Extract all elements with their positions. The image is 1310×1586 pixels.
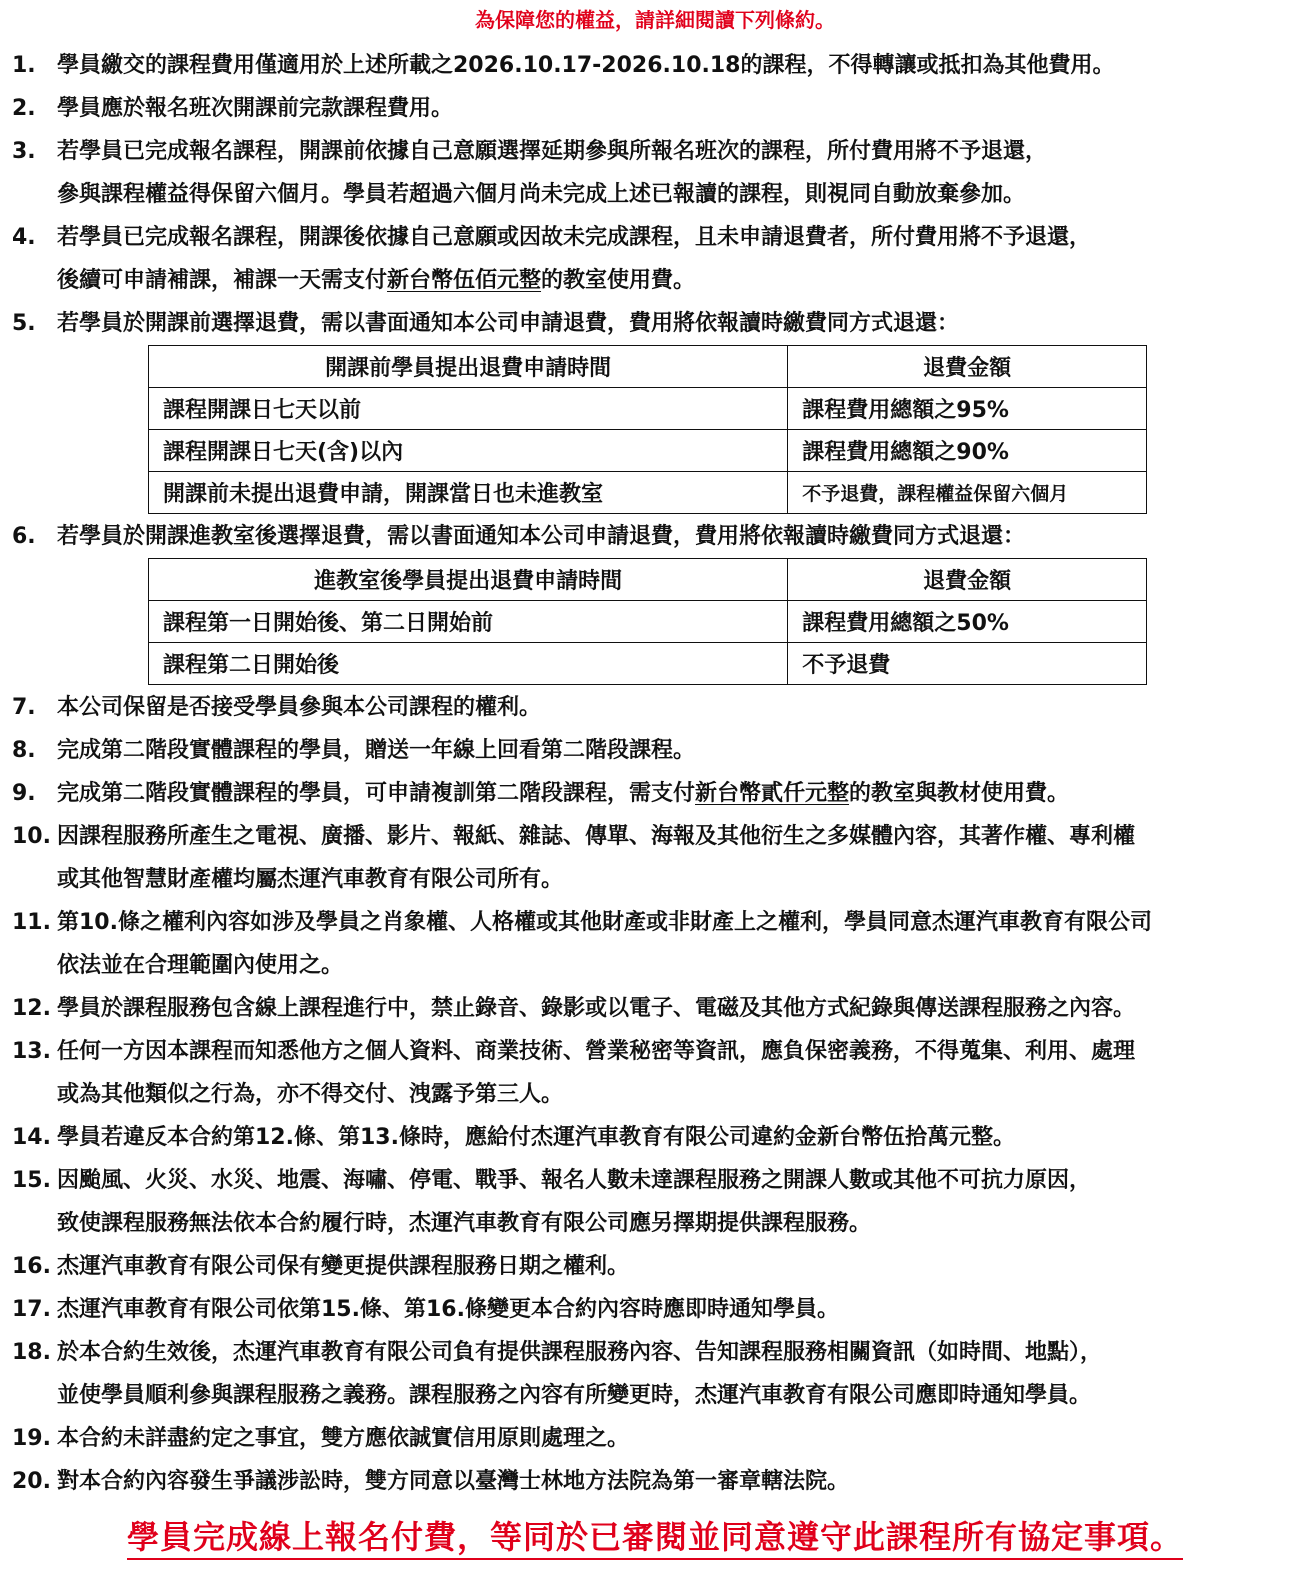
clause-number: 9. [12, 781, 36, 806]
clause-number: 2. [12, 96, 36, 121]
table-row [149, 472, 1147, 514]
refund-table-before-class [148, 345, 1147, 514]
clause-number: 11. [12, 910, 51, 935]
clause-number: 16. [12, 1254, 51, 1279]
clause-text: 若學員於開課進教室後選擇退費，需以書面通知本公司申請退費，費用將依報讀時繳費同方式退還： [57, 524, 1026, 549]
clause-text: 第10.條之權利內容如涉及學員之肖象權、人格權或其他財產或非財產上之權利，學員同意杰運汽車教育有限公司 [57, 910, 1152, 935]
table-cell: 不予退費 [788, 643, 1147, 685]
top-notice: 為保障您的權益，請詳細閱讀下列條約。 [475, 8, 835, 32]
clause-number: 20. [12, 1469, 51, 1494]
clause-11-continued [0, 944, 1310, 987]
clause-text: 並使學員順利參與課程服務之義務。課程服務之內容有所變更時，杰運汽車教育有限公司應即時通知學員。 [57, 1383, 1092, 1408]
clause-text-part: 的教室使用費。 [541, 268, 696, 293]
clause-17 [0, 1288, 1310, 1331]
clause-text: 完成第二階段實體課程的學員，贈送一年線上回看第二階段課程。 [57, 738, 696, 763]
clause-14 [0, 1116, 1310, 1159]
table-header: 進教室後學員提出退費申請時間 [149, 559, 788, 601]
clause-15 [0, 1159, 1310, 1202]
clause-18-continued [0, 1374, 1310, 1417]
clause-4-continued [0, 259, 1310, 302]
clause-number: 17. [12, 1297, 51, 1322]
table-row [149, 430, 1147, 472]
table-header: 退費金額 [788, 559, 1147, 601]
clause-10-continued [0, 858, 1310, 901]
table-header: 開課前學員提出退費申請時間 [149, 346, 788, 388]
bottom-notice [0, 1514, 1310, 1560]
clause-20 [0, 1460, 1310, 1503]
clause-16 [0, 1245, 1310, 1288]
clause-number: 14. [12, 1125, 51, 1150]
clause-number: 18. [12, 1340, 51, 1365]
table-cell: 開課前未提出退費申請，開課當日也未進教室 [149, 472, 788, 514]
clause-text: 本合約未詳盡約定之事宜，雙方應依誠實信用原則處理之。 [57, 1426, 630, 1451]
fee-amount-underlined: 新台幣貳仟元整 [695, 781, 850, 806]
clause-7 [0, 686, 1310, 729]
clause-text: 若學員於開課前選擇退費，需以書面通知本公司申請退費，費用將依報讀時繳費同方式退還： [57, 311, 960, 336]
fee-amount-underlined: 新台幣伍佰元整 [387, 268, 542, 293]
table-cell: 課程第二日開始後 [149, 643, 788, 685]
clause-text: 本公司保留是否接受學員參與本公司課程的權利。 [57, 695, 542, 720]
clause-text: 學員應於報名班次開課前完款課程費用。 [57, 96, 454, 121]
refund-table-before-wrap [0, 345, 1310, 514]
table-cell: 課程開課日七天以前 [149, 388, 788, 430]
table-header-row [149, 346, 1147, 388]
clause-6 [0, 515, 1310, 558]
clause-10 [0, 815, 1310, 858]
clause-13-continued [0, 1073, 1310, 1116]
clause-number: 1. [12, 53, 36, 78]
clause-number: 7. [12, 695, 36, 720]
clause-number: 10. [12, 824, 51, 849]
clause-list [0, 44, 1310, 1503]
clause-4 [0, 216, 1310, 259]
clause-number: 13. [12, 1039, 51, 1064]
clause-number: 5. [12, 311, 36, 336]
table-cell: 課程開課日七天(含)以內 [149, 430, 788, 472]
table-row [149, 388, 1147, 430]
clause-19 [0, 1417, 1310, 1460]
clause-text: 或為其他類似之行為，亦不得交付、洩露予第三人。 [57, 1082, 564, 1107]
clause-number: 8. [12, 738, 36, 763]
clause-text: 因課程服務所產生之電視、廣播、影片、報紙、雜誌、傳單、海報及其他衍生之多媒體內容，其著作權、專利權 [57, 824, 1136, 849]
refund-table-after-class [148, 558, 1147, 685]
clause-number: 19. [12, 1426, 51, 1451]
clause-1 [0, 44, 1310, 87]
clause-13 [0, 1030, 1310, 1073]
clause-text: 依法並在合理範圍內使用之。 [57, 953, 344, 978]
clause-text: 杰運汽車教育有限公司依第15.條、第16.條變更本合約內容時應即時通知學員。 [57, 1297, 839, 1322]
clause-text: 因颱風、火災、水災、地震、海嘯、停電、戰爭、報名人數未達課程服務之開課人數或其他不可抗力原因， [57, 1168, 1092, 1193]
clause-text: 杰運汽車教育有限公司保有變更提供課程服務日期之權利。 [57, 1254, 630, 1279]
clause-text [57, 259, 695, 302]
clause-text: 學員若違反本合約第12.條、第13.條時，應給付杰運汽車教育有限公司違約金新台幣伍拾萬元整。 [57, 1125, 1015, 1150]
clause-text: 若學員已完成報名課程，開課前依據自己意願選擇延期參與所報名班次的課程，所付費用將不予退還， [57, 139, 1048, 164]
clause-text-part: 完成第二階段實體課程的學員，可申請複訓第二階段課程，需支付 [57, 781, 696, 806]
clause-2 [0, 87, 1310, 130]
clause-text: 致使課程服務無法依本合約履行時，杰運汽車教育有限公司應另擇期提供課程服務。 [57, 1211, 872, 1236]
clause-18 [0, 1331, 1310, 1374]
clause-text-part: 後續可申請補課，補課一天需支付 [57, 268, 388, 293]
table-cell: 課程費用總額之50% [788, 601, 1147, 643]
clause-3-continued [0, 173, 1310, 216]
bottom-notice-text: 學員完成線上報名付費，等同於已審閱並同意遵守此課程所有協定事項。 [127, 1518, 1183, 1560]
clause-text: 或其他智慧財產權均屬杰運汽車教育有限公司所有。 [57, 867, 564, 892]
clause-text: 學員於課程服務包含線上課程進行中，禁止錄音、錄影或以電子、電磁及其他方式紀錄與傳送課程服務之內容。 [57, 996, 1136, 1021]
table-cell: 課程費用總額之95% [788, 388, 1147, 430]
clause-number: 6. [12, 524, 36, 549]
clause-text: 於本合約生效後，杰運汽車教育有限公司負有提供課程服務內容、告知課程服務相關資訊（如時間、地點）， [57, 1340, 1103, 1365]
table-row [149, 643, 1147, 685]
clause-11 [0, 901, 1310, 944]
clause-8 [0, 729, 1310, 772]
clause-3 [0, 130, 1310, 173]
clause-5 [0, 302, 1310, 345]
clause-text: 對本合約內容發生爭議涉訟時，雙方同意以臺灣士林地方法院為第一審章轄法院。 [57, 1469, 850, 1494]
clause-number: 4. [12, 225, 36, 250]
clause-number: 12. [12, 996, 51, 1021]
clause-text: 學員繳交的課程費用僅適用於上述所載之2026.10.17-2026.10.18的課程，不得轉讓或抵扣為其他費用。 [57, 53, 1115, 78]
table-cell: 課程第一日開始後、第二日開始前 [149, 601, 788, 643]
clause-text: 若學員已完成報名課程，開課後依據自己意願或因故未完成課程，且未申請退費者，所付費用將不予退還， [57, 225, 1092, 250]
clause-text [57, 772, 1069, 815]
clause-9 [0, 772, 1310, 815]
table-row [149, 601, 1147, 643]
clause-15-continued [0, 1202, 1310, 1245]
clause-number: 15. [12, 1168, 51, 1193]
clause-text-part: 的教室與教材使用費。 [849, 781, 1070, 806]
clause-12 [0, 987, 1310, 1030]
clause-text: 參與課程權益得保留六個月。學員若超過六個月尚未完成上述已報讀的課程，則視同自動放棄參加。 [57, 182, 1026, 207]
table-cell: 不予退費，課程權益保留六個月 [788, 472, 1147, 514]
refund-table-after-wrap [0, 558, 1310, 685]
table-cell: 課程費用總額之90% [788, 430, 1147, 472]
table-header-row [149, 559, 1147, 601]
table-header: 退費金額 [788, 346, 1147, 388]
clause-number: 3. [12, 139, 36, 164]
clause-text: 任何一方因本課程而知悉他方之個人資料、商業技術、營業秘密等資訊，應負保密義務，不得蒐集、利用、處理 [57, 1039, 1136, 1064]
